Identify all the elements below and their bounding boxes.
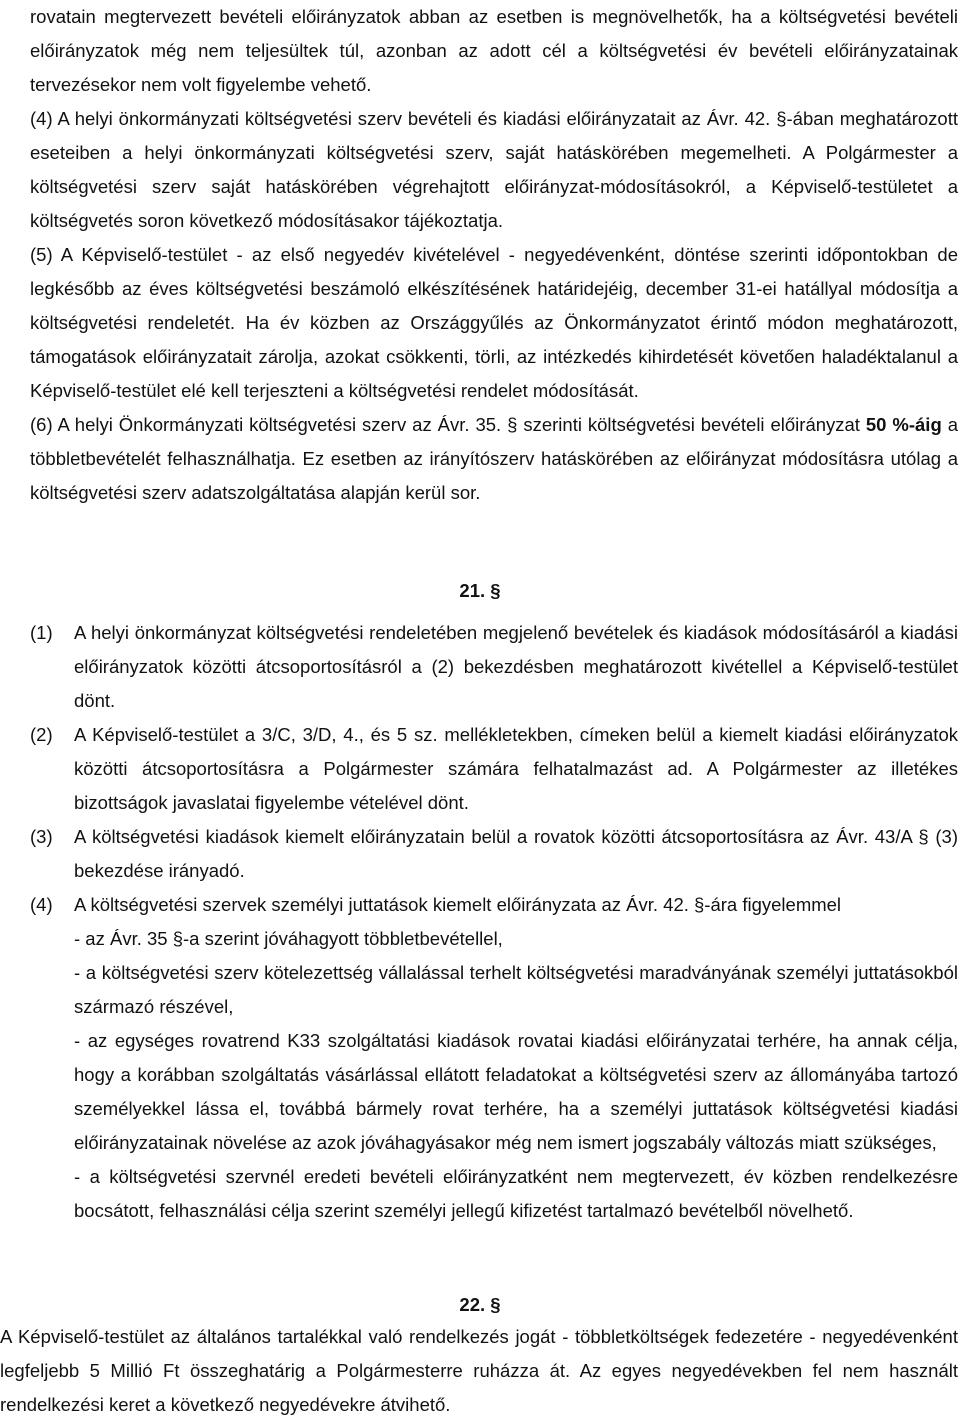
paragraph-5: (5) A Képviselő-testület - az első negyedév kivételével - negyedévenként, döntése szerinti időpontokban de legkésőbb az éves költségvetési beszámoló elkészítésének határidejéig, december 31-ei hatállyal módosítja a költségvetési rendeletét. Ha év közben az Országgyűlés az Önkormányzatot érintő módon meghatározott, támogatások előirányzatait zárolja, azokat csökkenti, törli, az intézkedés kihirdetését követően haladéktalanul a Képviselő-testület elé kell terjeszteni a költségvetési rendelet módosítását. xyxy=(30,244,958,401)
item-4-lead: A költségvetési szervek személyi juttatások kiemelt előirányzata az Ávr. 42. §-ára figyelemmel xyxy=(74,894,842,915)
section-21-item-1 xyxy=(30,616,958,718)
top-text-block xyxy=(30,0,958,510)
item-number: (3) xyxy=(30,826,53,847)
section-21-heading: 21. § xyxy=(459,580,501,601)
section-21-item-3 xyxy=(30,820,958,888)
paragraph-6-bold: 50 %-áig xyxy=(865,414,942,435)
paragraph-4: (4) A helyi önkormányzati költségvetési szerv bevételi és kiadási előirányzatait az Ávr. 42. §-ában meghatározott eseteiben a helyi önkormányzati költségvetési szerv, saját hatáskörében megemelheti. A Polgármester a költségvetési szerv saját hatáskörében végrehajtott előirányzat-módosításokról, a Képviselő-testületet a költségvetés soron következő módosításakor tájékoztatja. xyxy=(30,108,958,231)
item-number: (2) xyxy=(30,724,53,745)
item-text: A helyi önkormányzat költségvetési rendeletében megjelenő bevételek és kiadások módosításáról a kiadási előirányzatok közötti átcsoportosításról a (2) bekezdésben meghatározott kivétellel a Képviselő-testület dönt. xyxy=(74,622,958,711)
item-text xyxy=(74,888,958,1228)
section-21-item-4 xyxy=(30,888,958,1228)
section-21-items xyxy=(30,616,958,1228)
paragraph-6 xyxy=(30,408,958,510)
sub-item-3: - az egységes rovatrend K33 szolgáltatási kiadások rovatai kiadási előirányzatai terhére, ha annak célja, hogy a korábban szolgáltatás vásárlással ellátott feladatokat a költségvetési szerv az állományába tartozó személyekkel lássa el, továbbá bármely rovat terhére, ha a személyi juttatások költségvetési kiadási előirányzatainak növelése az azok jóváhagyásakor még nem ismert jogszabály változás miatt szükséges, xyxy=(74,1030,958,1153)
sub-item-4: - a költségvetési szervnél eredeti bevételi előirányzatként nem megtervezett, év közben rendelkezésre bocsátott, felhasználási célja szerint személyi jellegű kifizetést tartalmazó bevételből növelhető. xyxy=(74,1166,958,1221)
section-22-paragraph: A Képviselő-testület az általános tartalékkal való rendelkezés jogát - többletköltségek fedezetére - negyedévenként legfeljebb 5 Millió Ft összeghatárig a Polgármesterre ruházza át. Az egyes negyedévekben fel nem használt rendelkezési keret a következő negyedévekre átvihető. xyxy=(0,1326,958,1415)
continuation-paragraph: rovatain megtervezett bevételi előirányzatok abban az esetben is megnövelhetők, ha a költségvetési bevételi előirányzatok még nem teljesültek túl, azonban az adott cél a költségvetési év bevételi előirányzatainak tervezésekor nem volt figyelembe vehető. xyxy=(30,6,958,95)
item-number: (1) xyxy=(30,622,53,643)
section-22-text xyxy=(0,1320,958,1422)
item-text: A Képviselő-testület a 3/C, 3/D, 4., és 5 sz. mellékletekben, címeken belül a kiemelt kiadási előirányzatok közötti átcsoportosításra a Polgármester számára felhatalmazást ad. A Polgármester az illetékes bizottságok javaslatai figyelembe vételével dönt. xyxy=(74,724,958,813)
sub-item-2: - a költségvetési szerv kötelezettség vállalással terhelt költségvetési maradványának személyi juttatásokból származó részével, xyxy=(74,962,958,1017)
section-21-item-2 xyxy=(30,718,958,820)
section-22-heading: 22. § xyxy=(459,1294,501,1315)
paragraph-6-part-b: a többletbevételét felhasználhatja. Ez esetben az irányítószerv hatáskörében az előirányzat módosításra utólag a költségvetési szerv adatszolgáltatása alapján kerül sor. xyxy=(30,414,958,503)
sub-item-1: - az Ávr. 35 §-a szerint jóváhagyott többletbevétellel, xyxy=(74,928,503,949)
paragraph-6-part-a: (6) A helyi Önkormányzati költségvetési szerv az Ávr. 35. § szerinti költségvetési bevételi előirányzat xyxy=(30,414,866,435)
item-number: (4) xyxy=(30,894,53,915)
item-text: A költségvetési kiadások kiemelt előirányzatain belül a rovatok közötti átcsoportosításra az Ávr. 43/A § (3) bekezdése irányadó. xyxy=(74,826,958,881)
